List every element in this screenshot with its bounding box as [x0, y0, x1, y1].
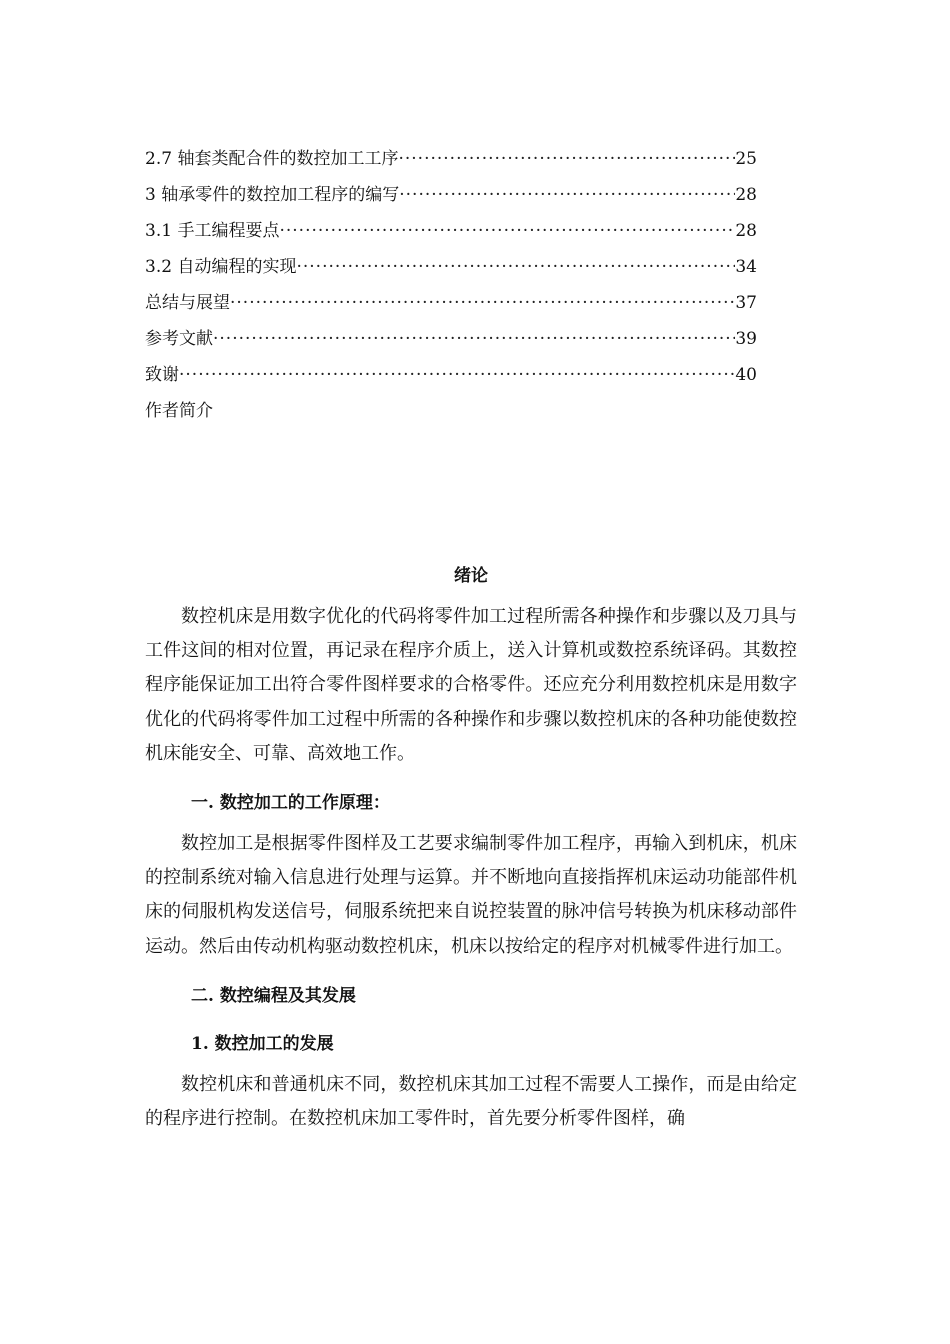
toc-entry-page: 40	[735, 365, 757, 385]
toc-entry-title: 2.7 轴套类配合件的数控加工工序	[145, 149, 399, 169]
toc-entry[interactable]	[145, 327, 757, 363]
toc-entry-title: 作者简介	[145, 401, 213, 421]
toc-entry-page: 25	[735, 149, 757, 169]
toc-entry-page: 34	[735, 257, 757, 277]
toc-entry[interactable]	[145, 183, 757, 219]
toc-dot-leader	[296, 255, 735, 279]
working-principle-paragraph: 数控加工是根据零件图样及工艺要求编制零件加工程序，再输入到机床，机床的控制系统对输入信息进行处理与运算。并不断地向直接指挥机床运动功能部件机床的伺服机构发送信号，伺服系统把来自说控装置的脉冲信号转换为机床移动部件运动。然后由传动机构驱动数控机床，机床以按给定的程序对机械零件进行加工。	[145, 833, 797, 957]
toc-entry-title: 3.1 手工编程要点	[145, 221, 280, 241]
toc-entry[interactable]	[145, 291, 757, 327]
toc-dot-leader	[179, 363, 735, 387]
toc-entry-page: 28	[735, 221, 757, 241]
section-title: 绪论	[454, 566, 488, 586]
toc-entry-title: 致谢	[145, 365, 179, 385]
toc-entry[interactable]	[145, 219, 757, 255]
toc-entry[interactable]	[145, 147, 757, 183]
subheading-programming: 二. 数控编程及其发展	[191, 985, 356, 1006]
subheading-working-principle: 一. 数控加工的工作原理：	[191, 793, 390, 814]
toc-dot-leader	[213, 327, 735, 351]
subheading-development: 1. 数控加工的发展	[191, 1033, 334, 1054]
toc-entry-title: 3 轴承零件的数控加工程序的编写	[145, 185, 400, 205]
body-content	[145, 560, 797, 1136]
toc-entry[interactable]	[145, 363, 757, 399]
table-of-contents	[145, 147, 757, 435]
toc-entry-page: 37	[735, 293, 757, 313]
development-paragraph: 数控机床和普通机床不同，数控机床其加工过程不需要人工操作，而是由给定的程序进行控制。在数控机床加工零件时，首先要分析零件图样，确	[145, 1073, 797, 1130]
toc-entry-title: 总结与展望	[145, 293, 230, 313]
intro-paragraph: 数控机床是用数字优化的代码将零件加工过程所需各种操作和步骤以及刀具与工件这间的相对位置，再记录在程序介质上，送入计算机或数控系统译码。其数控程序能保证加工出符合零件图样要求的合格零件。还应充分利用数控机床是用数字优化的代码将零件加工过程中所需的各种操作和步骤以数控机床的各种功能使数控机床能安全、可靠、高效地工作。	[145, 606, 797, 764]
toc-dot-leader	[399, 183, 735, 207]
toc-dot-leader	[398, 147, 735, 171]
toc-dot-leader	[279, 219, 735, 243]
toc-entry-title: 3.2 自动编程的实现	[145, 257, 297, 277]
toc-dot-leader	[230, 291, 735, 315]
toc-entry[interactable]	[145, 255, 757, 291]
toc-entry-page: 28	[735, 185, 757, 205]
toc-entry-title: 参考文献	[145, 329, 213, 349]
toc-entry[interactable]	[145, 399, 757, 435]
toc-entry-page: 39	[735, 329, 757, 349]
